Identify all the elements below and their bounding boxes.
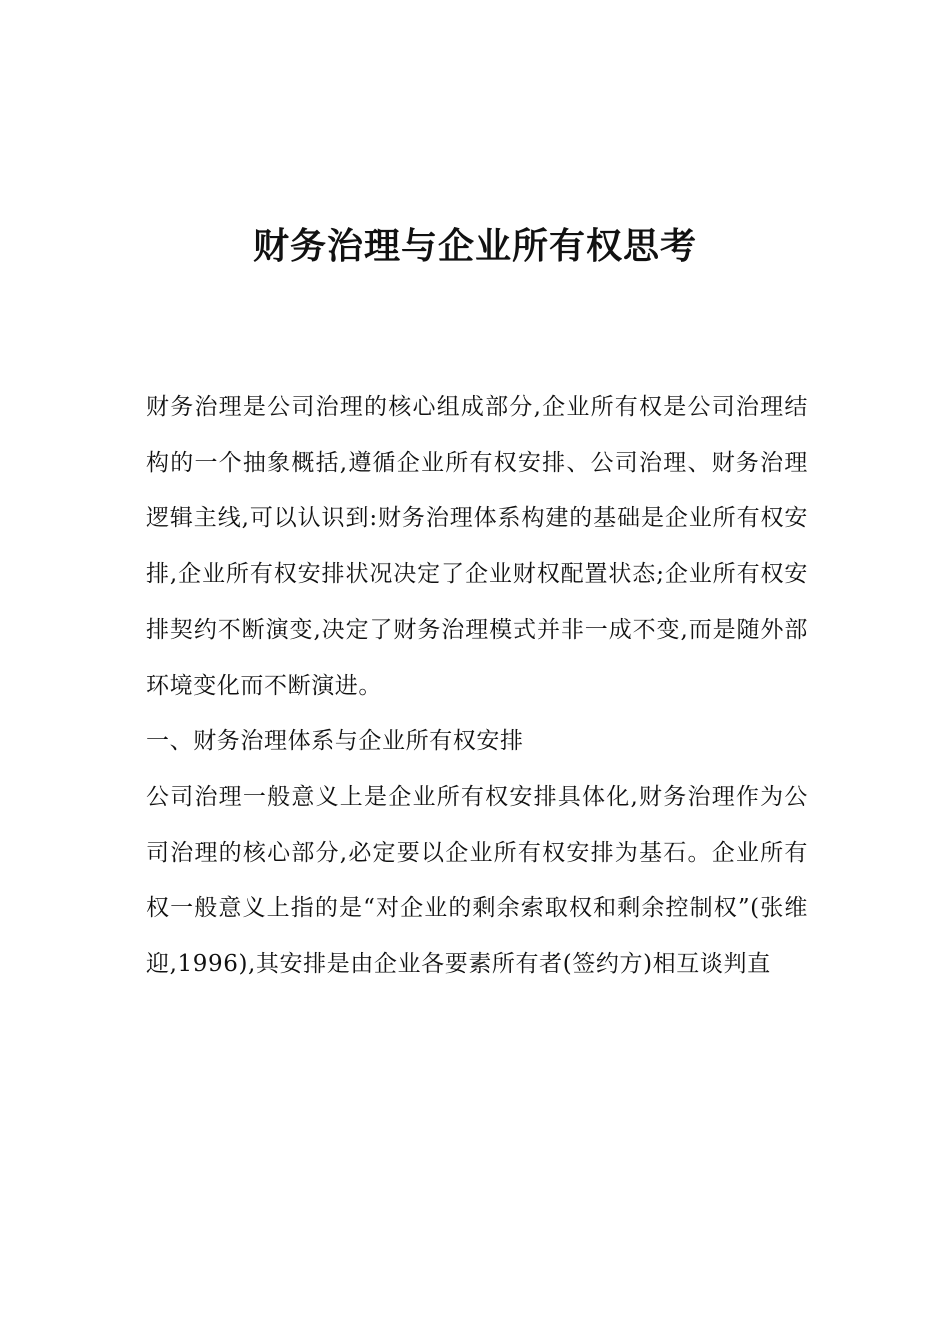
- paragraph-section-one: 公司治理一般意义上是企业所有权安排具体化,财务治理作为公司治理的核心部分,必定要以企业所有权安排为基石。企业所有权一般意义上指的是“对企业的剩余索取权和剩余控制权”(张维迎,1996),其安排是由企业各要素所有者(签约方)相互谈判直: [146, 783, 808, 978]
- document-body: [146, 380, 808, 993]
- section-heading: 一、财务治理体系与企业所有权安排: [146, 728, 524, 755]
- paragraph-intro: 财务治理是公司治理的核心组成部分,企业所有权是公司治理结构的一个抽象概括,遵循企业所有权安排、公司治理、财务治理逻辑主线,可以认识到:财务治理体系构建的基础是企业所有权安排,企业所有权安排状况决定了企业财权配置状态;企业所有权安排契约不断演变,决定了财务治理模式并非一成不变,而是随外部环境变化而不断演进。: [146, 394, 808, 699]
- document-title: 财务治理与企业所有权思考: [252, 226, 697, 267]
